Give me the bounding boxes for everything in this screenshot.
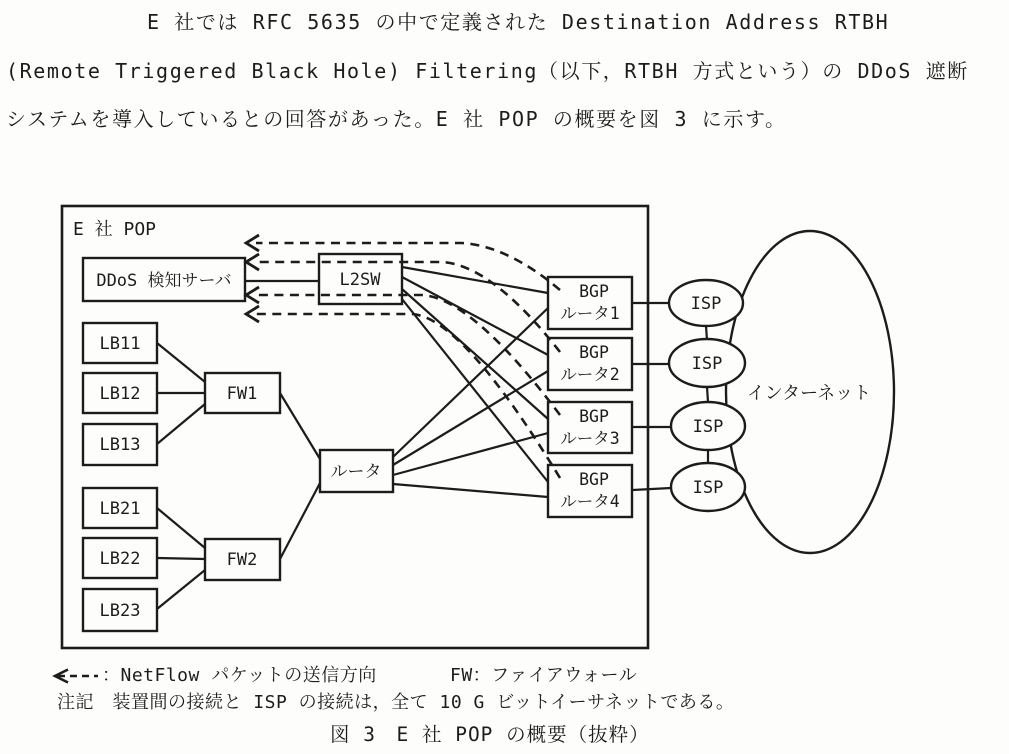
fw2-label: FW2	[226, 550, 258, 570]
isp2-label: ISP	[691, 354, 723, 374]
lb23-fw2-link	[157, 570, 205, 609]
bgp-router2-label-line1: BGP	[579, 343, 609, 362]
bgp-router3-label-line2: ルータ3	[560, 429, 620, 448]
netflow-path-bgp4	[256, 314, 560, 478]
lb12-label: LB12	[99, 384, 141, 404]
figure-note: 注記 装置間の接続と ISP の接続は，全て 10 G ビットイーサネットである。	[57, 692, 735, 713]
isp3-label: ISP	[692, 417, 724, 437]
router-label: ルータ	[330, 462, 382, 482]
netflow-arrowhead-3	[246, 287, 259, 303]
router-bgp4-link	[393, 484, 548, 497]
isp2-isp3-link	[707, 387, 708, 402]
paragraph-line-1: E 社では RFC 5635 の中で定義された Destination Address RTBH	[147, 10, 890, 34]
legend-row	[44, 661, 377, 687]
lb13-fw1-link	[157, 404, 205, 444]
fw2-router-link	[280, 483, 320, 559]
router-bgp1-link	[393, 308, 548, 457]
bgp-router4-label-line1: BGP	[579, 470, 609, 489]
legend-fw-label: FW：ファイアウォール	[450, 665, 638, 686]
netflow-arrowhead-2	[246, 254, 259, 270]
l2sw-label: L2SW	[339, 270, 381, 290]
lb21-fw2-link	[157, 508, 205, 548]
l2sw-bgp3-link	[402, 289, 548, 419]
lb22-fw2-link	[157, 558, 205, 559]
fw1-router-link	[280, 393, 320, 459]
isp1-label: ISP	[690, 294, 722, 314]
internet-label: インターネット	[746, 383, 872, 404]
lb11-label: LB11	[99, 334, 141, 354]
fw1-label: FW1	[226, 384, 258, 404]
netflow-arrowheads	[246, 235, 259, 322]
bgp4-isp4-link	[632, 488, 671, 490]
lb21-label: LB21	[99, 499, 141, 519]
node-labels	[96, 270, 619, 621]
bgp-router1-label-line2: ルータ1	[560, 304, 620, 323]
bgp-isp-links	[632, 303, 671, 490]
bgp-router4-label-line2: ルータ4	[560, 492, 620, 511]
lb11-fw1-link	[157, 343, 205, 382]
lb23-label: LB23	[99, 601, 141, 621]
paragraph-line-2: (Remote Triggered Black Hole) Filtering（以下，RTBH 方式という）の DDoS 遮断	[6, 59, 969, 83]
bgp-router2-label-line2: ルータ2	[560, 365, 620, 384]
ddos-server-label: DDoS 検知サーバ	[96, 271, 232, 291]
paragraph-line-3: システムを導入しているとの回答があった。E 社 POP の概要を図 3 に示す。	[6, 107, 787, 131]
lb22-label: LB22	[99, 549, 141, 569]
pop-label: E 社 POP	[73, 219, 157, 240]
bgp-router1-label-line1: BGP	[579, 282, 609, 301]
figure-caption: 図 3 E 社 POP の概要（抜粋）	[330, 723, 650, 746]
netflow-arrow-icon	[44, 668, 100, 684]
netflow-path-bgp1	[256, 243, 560, 290]
legend-netflow-label: ：NetFlow パケットの送信方向	[102, 665, 377, 686]
node-boxes	[83, 254, 632, 631]
netflow-path-bgp3	[256, 295, 560, 415]
isp4-label: ISP	[692, 478, 724, 498]
bgp-router3-label-line1: BGP	[579, 407, 609, 426]
l2sw-bgp4-link	[402, 299, 548, 482]
lb13-label: LB13	[99, 435, 141, 455]
